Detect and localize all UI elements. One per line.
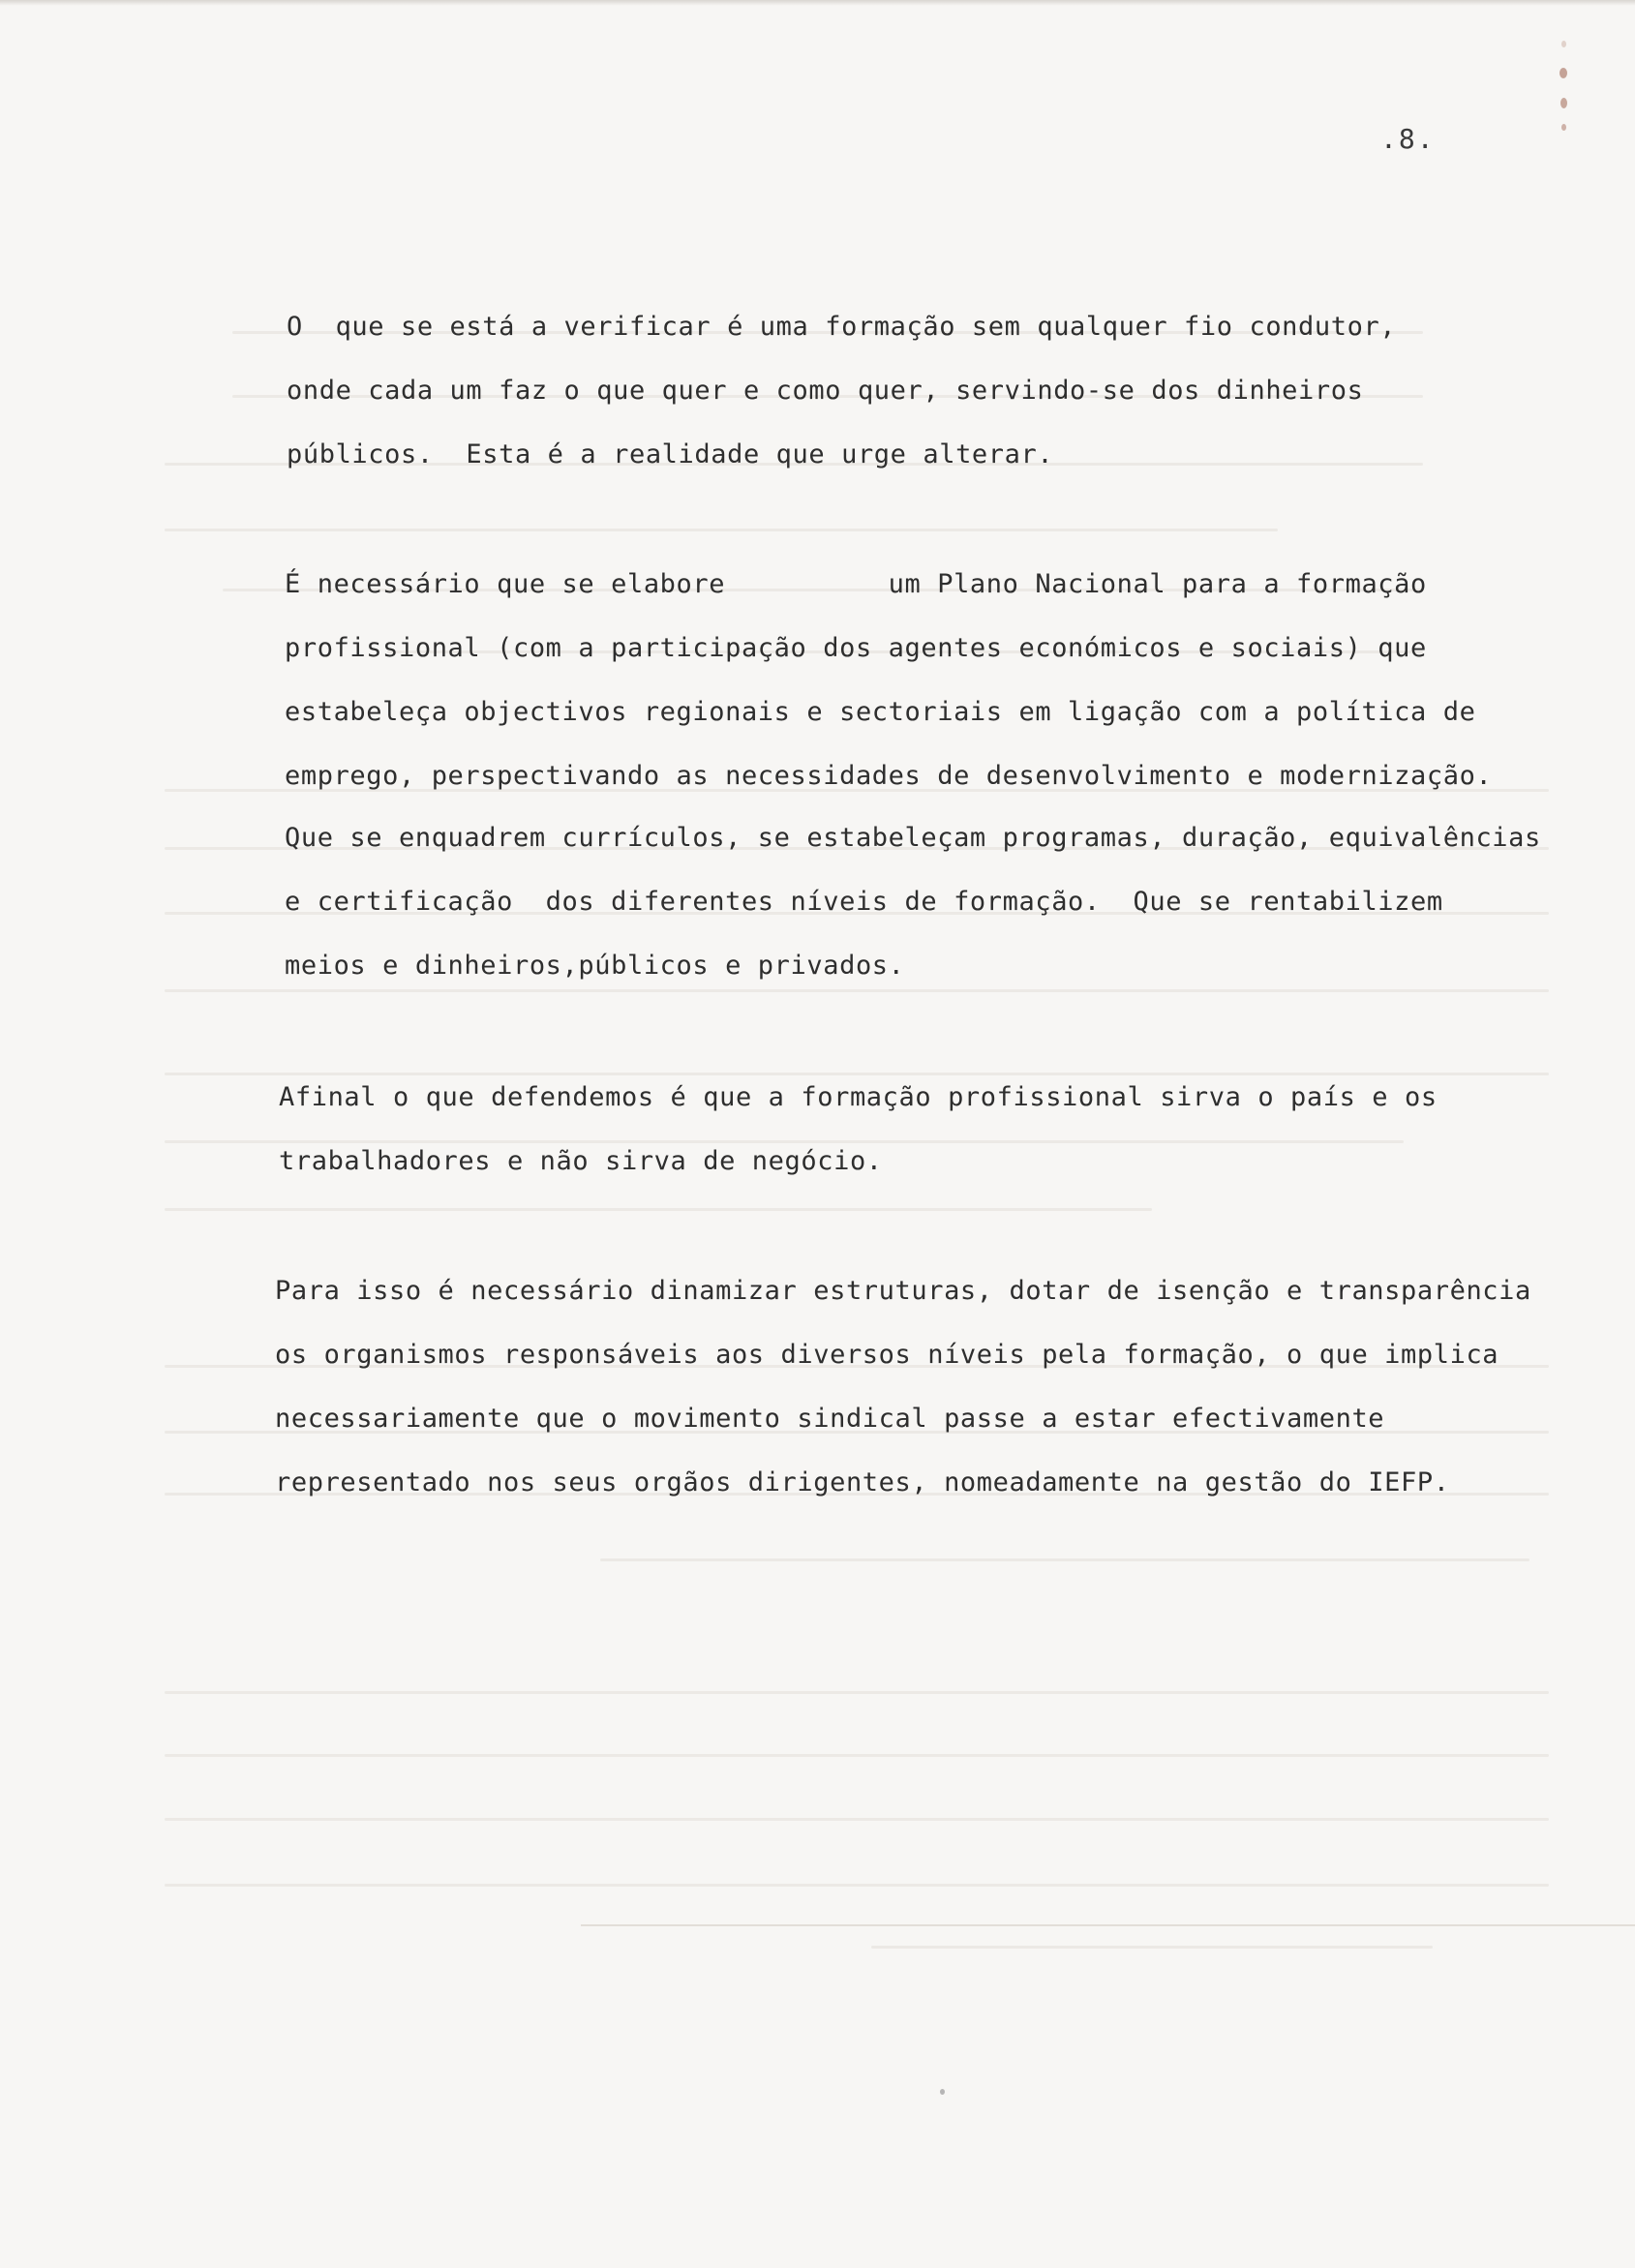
paper-fold-line [581,1924,1635,1926]
stain-mark [1559,68,1567,78]
stain-mark [1560,98,1567,108]
stain-mark [1561,41,1566,47]
page-number: .8. [1380,123,1436,155]
stain-mark [1561,124,1566,131]
stain-mark [940,2089,945,2095]
document-page: .8. O que se está a verificar é uma formação sem qualquer fio condutor, onde cada um faz o que quer e como quer, servindo-se dos dinheiros públicos. Esta é a realidade que urge alterar. É necessário que se elabore um Plano Nacional para a formação profissional (com a participação dos agentes económicos e sociais) que estabeleça objectivos regionais e sectoriais em ligação com a política de emprego, perspectivando as necessidades de desenvolvimento e modernização. Que se enquadrem currículos, se estabeleçam programas, duração, equivalências e certificação dos diferentes níveis de formação. Que se rentabilizem meios e dinheiros,públicos e privados. Afinal o que defendemos é que a formação profissional sirva o país e os trabalhadores e não sirva de negócio. Para isso é necessário dinamizar estruturas, dotar de isenção e transparência os organismos responsáveis aos diversos níveis pela formação, o que implica necessariamente que o movimento sindical passe a estar efectivamente representado nos seus orgãos dirigentes, nomeadamente na gestão do IEFP. [0,0,1635,2268]
